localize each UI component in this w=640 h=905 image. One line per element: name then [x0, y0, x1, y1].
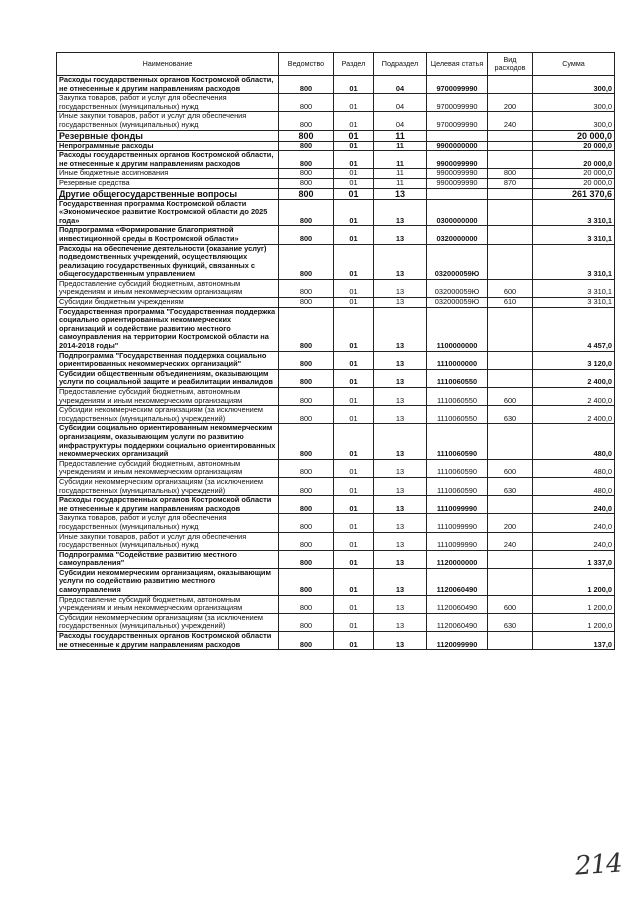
- table-row: [57, 199, 615, 226]
- header-kind: Вид расходов: [488, 53, 533, 76]
- table-row: [57, 151, 615, 169]
- cell-name: Субсидии некоммерческим организациям (за исключением государственных (муниципальных) учреждений): [57, 477, 279, 495]
- cell-target: 032000059Ю: [427, 279, 488, 297]
- cell-dept: 800: [279, 550, 334, 568]
- cell-section: 01: [334, 613, 374, 631]
- cell-section: 01: [334, 568, 374, 595]
- cell-name: Резервные фонды: [57, 130, 279, 141]
- cell-kind: [488, 199, 533, 226]
- cell-subsection: 13: [374, 632, 427, 650]
- cell-target: 9700099990: [427, 94, 488, 112]
- cell-subsection: 11: [374, 130, 427, 141]
- cell-name: Расходы государственных органов Костромской области не отнесенные к другим направлениям расходов: [57, 496, 279, 514]
- cell-name: Другие общегосударственные вопросы: [57, 188, 279, 199]
- cell-name: Иные закупки товаров, работ и услуг для обеспечения государственных (муниципальных) нужд: [57, 112, 279, 130]
- table-row: [57, 388, 615, 406]
- cell-sum: 3 120,0: [533, 351, 615, 369]
- cell-name: Предоставление субсидий бюджетным, автономным учреждениям и иным некоммерческим организациям: [57, 595, 279, 613]
- cell-target: 1110060590: [427, 459, 488, 477]
- cell-dept: 800: [279, 424, 334, 459]
- cell-target: 1110000000: [427, 351, 488, 369]
- cell-name: Закупка товаров, работ и услуг для обеспечения государственных (муниципальных) нужд: [57, 514, 279, 532]
- cell-kind: 630: [488, 613, 533, 631]
- cell-kind: [488, 141, 533, 151]
- cell-target: [427, 188, 488, 199]
- cell-sum: 3 310,1: [533, 199, 615, 226]
- cell-kind: [488, 76, 533, 94]
- cell-dept: 800: [279, 496, 334, 514]
- cell-sum: 240,0: [533, 496, 615, 514]
- cell-kind: 870: [488, 178, 533, 188]
- cell-name: Расходы государственных органов Костромской области, не отнесенные к другим направлениям расходов: [57, 76, 279, 94]
- cell-target: 9900099990: [427, 169, 488, 179]
- cell-section: 01: [334, 76, 374, 94]
- cell-kind: 610: [488, 298, 533, 308]
- cell-dept: 800: [279, 388, 334, 406]
- cell-dept: 800: [279, 76, 334, 94]
- cell-name: Субсидии некоммерческим организациям (за исключением государственных (муниципальных) учреждений): [57, 613, 279, 631]
- cell-section: 01: [334, 406, 374, 424]
- cell-subsection: 04: [374, 94, 427, 112]
- table-row: [57, 532, 615, 550]
- cell-section: 01: [334, 595, 374, 613]
- table-row: [57, 307, 615, 351]
- cell-section: 01: [334, 226, 374, 244]
- cell-kind: [488, 424, 533, 459]
- cell-subsection: 13: [374, 298, 427, 308]
- cell-section: 01: [334, 351, 374, 369]
- cell-sum: 240,0: [533, 514, 615, 532]
- table-row: [57, 477, 615, 495]
- cell-section: 01: [334, 244, 374, 279]
- cell-dept: 800: [279, 94, 334, 112]
- cell-dept: 800: [279, 459, 334, 477]
- cell-target: 1120060490: [427, 613, 488, 631]
- cell-subsection: 13: [374, 550, 427, 568]
- cell-sum: 3 310,1: [533, 244, 615, 279]
- cell-kind: 600: [488, 388, 533, 406]
- cell-sum: 240,0: [533, 532, 615, 550]
- table-row: [57, 406, 615, 424]
- header-subsection: Подраздел: [374, 53, 427, 76]
- cell-sum: 480,0: [533, 424, 615, 459]
- cell-subsection: 13: [374, 406, 427, 424]
- cell-dept: 800: [279, 244, 334, 279]
- cell-sum: 20 000,0: [533, 169, 615, 179]
- cell-dept: 800: [279, 199, 334, 226]
- cell-target: 1120060490: [427, 595, 488, 613]
- cell-target: 1120000000: [427, 550, 488, 568]
- table-row: [57, 568, 615, 595]
- cell-subsection: 13: [374, 459, 427, 477]
- cell-subsection: 04: [374, 112, 427, 130]
- cell-subsection: 13: [374, 244, 427, 279]
- table-row: [57, 130, 615, 141]
- cell-name: Резервные средства: [57, 178, 279, 188]
- cell-dept: 800: [279, 112, 334, 130]
- cell-target: 032000059Ю: [427, 244, 488, 279]
- table-header-row: [57, 53, 615, 76]
- cell-name: Субсидии социально ориентированным некоммерческим организациям, оказывающим услуги по развитию инфраструктуры поддержки социально ориентированных некоммерческих организаций: [57, 424, 279, 459]
- cell-name: Субсидии бюджетным учреждениям: [57, 298, 279, 308]
- cell-subsection: 13: [374, 496, 427, 514]
- cell-name: Расходы на обеспечение деятельности (оказание услуг) подведомственных учреждений, осуществляющих реализацию государственных функций, связанных с общегосударственным управлением: [57, 244, 279, 279]
- cell-name: Субсидии общественным объединениям, оказывающим услуги по социальной защите и реабилитации инвалидов: [57, 369, 279, 387]
- header-name: Наименование: [57, 53, 279, 76]
- cell-kind: 630: [488, 477, 533, 495]
- cell-dept: 800: [279, 406, 334, 424]
- cell-kind: [488, 151, 533, 169]
- cell-kind: 800: [488, 169, 533, 179]
- cell-target: 9700099990: [427, 76, 488, 94]
- cell-dept: 800: [279, 226, 334, 244]
- cell-kind: [488, 351, 533, 369]
- cell-dept: 800: [279, 169, 334, 179]
- cell-target: 9700099990: [427, 112, 488, 130]
- cell-kind: [488, 632, 533, 650]
- cell-section: 01: [334, 459, 374, 477]
- cell-dept: 800: [279, 632, 334, 650]
- cell-section: 01: [334, 369, 374, 387]
- table-row: [57, 514, 615, 532]
- cell-subsection: 04: [374, 76, 427, 94]
- cell-subsection: 13: [374, 351, 427, 369]
- cell-dept: 800: [279, 477, 334, 495]
- cell-sum: 2 400,0: [533, 406, 615, 424]
- cell-sum: 3 310,1: [533, 226, 615, 244]
- cell-dept: 800: [279, 188, 334, 199]
- cell-subsection: 13: [374, 595, 427, 613]
- cell-section: 01: [334, 141, 374, 151]
- cell-sum: 3 310,1: [533, 279, 615, 297]
- table-row: [57, 550, 615, 568]
- cell-kind: [488, 496, 533, 514]
- cell-name: Непрограммные расходы: [57, 141, 279, 151]
- table-row: [57, 178, 615, 188]
- cell-section: 01: [334, 496, 374, 514]
- table-row: [57, 298, 615, 308]
- cell-name: Субсидии некоммерческим организациям (за исключением государственных (муниципальных) учреждений): [57, 406, 279, 424]
- cell-section: 01: [334, 550, 374, 568]
- cell-kind: 200: [488, 514, 533, 532]
- cell-subsection: 13: [374, 424, 427, 459]
- cell-dept: 800: [279, 568, 334, 595]
- cell-target: 1110060590: [427, 477, 488, 495]
- cell-kind: [488, 244, 533, 279]
- cell-section: 01: [334, 424, 374, 459]
- cell-sum: 3 310,1: [533, 298, 615, 308]
- cell-kind: 240: [488, 112, 533, 130]
- table-row: [57, 351, 615, 369]
- cell-section: 01: [334, 151, 374, 169]
- cell-sum: 137,0: [533, 632, 615, 650]
- cell-target: 1110060550: [427, 369, 488, 387]
- cell-subsection: 13: [374, 532, 427, 550]
- cell-subsection: 11: [374, 169, 427, 179]
- cell-dept: 800: [279, 141, 334, 151]
- cell-kind: 630: [488, 406, 533, 424]
- cell-sum: 480,0: [533, 477, 615, 495]
- cell-dept: 800: [279, 595, 334, 613]
- cell-name: Подпрограмма «Формирование благоприятной инвестиционной среды в Костромской области»: [57, 226, 279, 244]
- cell-name: Предоставление субсидий бюджетным, автономным учреждениям и иным некоммерческим организациям: [57, 459, 279, 477]
- cell-subsection: 11: [374, 151, 427, 169]
- cell-section: 01: [334, 94, 374, 112]
- cell-target: 1110060590: [427, 424, 488, 459]
- cell-target: 1110099990: [427, 514, 488, 532]
- cell-sum: 20 000,0: [533, 178, 615, 188]
- cell-name: Иные закупки товаров, работ и услуг для обеспечения государственных (муниципальных) нужд: [57, 532, 279, 550]
- cell-sum: 2 400,0: [533, 388, 615, 406]
- cell-target: 1100000000: [427, 307, 488, 351]
- cell-kind: [488, 130, 533, 141]
- cell-dept: 800: [279, 298, 334, 308]
- cell-section: 01: [334, 178, 374, 188]
- cell-name: Предоставление субсидий бюджетным, автономным учреждениям и иным некоммерческим организациям: [57, 279, 279, 297]
- table-row: [57, 141, 615, 151]
- cell-section: 01: [334, 477, 374, 495]
- cell-subsection: 13: [374, 188, 427, 199]
- cell-name: Расходы государственных органов Костромской области, не отнесенные к другим направлениям расходов: [57, 151, 279, 169]
- cell-dept: 800: [279, 279, 334, 297]
- cell-section: 01: [334, 307, 374, 351]
- table-row: [57, 279, 615, 297]
- table-row: [57, 76, 615, 94]
- cell-sum: 261 370,6: [533, 188, 615, 199]
- cell-name: Иные бюджетные ассигнования: [57, 169, 279, 179]
- cell-target: 9900099990: [427, 178, 488, 188]
- cell-kind: 600: [488, 279, 533, 297]
- cell-name: Государственная программа "Государственная поддержка социально ориентированных некоммерческих организаций и содействие развитию местного самоуправления на территории Костромской области на 2014-2018 годы": [57, 307, 279, 351]
- cell-target: 1120099990: [427, 632, 488, 650]
- cell-subsection: 13: [374, 388, 427, 406]
- cell-sum: 1 200,0: [533, 613, 615, 631]
- cell-dept: 800: [279, 514, 334, 532]
- table-row: [57, 613, 615, 631]
- cell-subsection: 11: [374, 141, 427, 151]
- cell-dept: 800: [279, 130, 334, 141]
- table-row: [57, 496, 615, 514]
- cell-name: Расходы государственных органов Костромской области не отнесенные к другим направлениям расходов: [57, 632, 279, 650]
- cell-sum: 20 000,0: [533, 151, 615, 169]
- cell-dept: 800: [279, 369, 334, 387]
- cell-sum: 4 457,0: [533, 307, 615, 351]
- cell-dept: 800: [279, 532, 334, 550]
- cell-target: 9900000000: [427, 141, 488, 151]
- cell-subsection: 13: [374, 307, 427, 351]
- cell-kind: [488, 188, 533, 199]
- cell-kind: 600: [488, 595, 533, 613]
- cell-sum: 480,0: [533, 459, 615, 477]
- cell-sum: 2 400,0: [533, 369, 615, 387]
- cell-target: 1110099990: [427, 496, 488, 514]
- cell-section: 01: [334, 298, 374, 308]
- cell-target: 0300000000: [427, 199, 488, 226]
- cell-dept: 800: [279, 307, 334, 351]
- cell-kind: [488, 369, 533, 387]
- cell-dept: 800: [279, 351, 334, 369]
- cell-subsection: 13: [374, 226, 427, 244]
- cell-target: [427, 130, 488, 141]
- table-row: [57, 112, 615, 130]
- cell-name: Подпрограмма "Содействие развитию местного самоуправления": [57, 550, 279, 568]
- cell-target: 1110060550: [427, 388, 488, 406]
- cell-section: 01: [334, 112, 374, 130]
- cell-target: 0320000000: [427, 226, 488, 244]
- table-body: [57, 76, 615, 650]
- cell-name: Субсидии некоммерческим организациям, оказывающим услуги по содействию развитию местного самоуправления: [57, 568, 279, 595]
- cell-kind: [488, 550, 533, 568]
- cell-target: 032000059Ю: [427, 298, 488, 308]
- table-row: [57, 369, 615, 387]
- cell-section: 01: [334, 279, 374, 297]
- cell-section: 01: [334, 199, 374, 226]
- cell-section: 01: [334, 632, 374, 650]
- cell-sum: 1 337,0: [533, 550, 615, 568]
- budget-table-page: [56, 52, 614, 650]
- cell-target: 1110060550: [427, 406, 488, 424]
- cell-target: 1120060490: [427, 568, 488, 595]
- cell-section: 01: [334, 130, 374, 141]
- handwritten-page-number: 214: [574, 848, 623, 882]
- table-row: [57, 244, 615, 279]
- header-section: Раздел: [334, 53, 374, 76]
- cell-kind: [488, 226, 533, 244]
- cell-dept: 800: [279, 613, 334, 631]
- table-row: [57, 459, 615, 477]
- table-row: [57, 94, 615, 112]
- cell-sum: 1 200,0: [533, 595, 615, 613]
- cell-sum: 1 200,0: [533, 568, 615, 595]
- cell-subsection: 13: [374, 568, 427, 595]
- cell-subsection: 13: [374, 369, 427, 387]
- cell-subsection: 13: [374, 199, 427, 226]
- table-row: [57, 595, 615, 613]
- cell-target: 9900099990: [427, 151, 488, 169]
- cell-subsection: 13: [374, 613, 427, 631]
- cell-sum: 300,0: [533, 94, 615, 112]
- cell-section: 01: [334, 169, 374, 179]
- cell-kind: 240: [488, 532, 533, 550]
- table-row: [57, 188, 615, 199]
- cell-subsection: 11: [374, 178, 427, 188]
- cell-name: Подпрограмма "Государственная поддержка социально ориентированных некоммерческих организаций": [57, 351, 279, 369]
- cell-dept: 800: [279, 151, 334, 169]
- cell-name: Закупка товаров, работ и услуг для обеспечения государственных (муниципальных) нужд: [57, 94, 279, 112]
- cell-section: 01: [334, 188, 374, 199]
- cell-section: 01: [334, 532, 374, 550]
- cell-kind: 200: [488, 94, 533, 112]
- cell-section: 01: [334, 514, 374, 532]
- cell-subsection: 13: [374, 477, 427, 495]
- table-row: [57, 424, 615, 459]
- table-row: [57, 632, 615, 650]
- cell-kind: [488, 568, 533, 595]
- cell-target: 1110099990: [427, 532, 488, 550]
- table-row: [57, 169, 615, 179]
- cell-kind: [488, 307, 533, 351]
- cell-sum: 300,0: [533, 112, 615, 130]
- cell-section: 01: [334, 388, 374, 406]
- cell-name: Предоставление субсидий бюджетным, автономным учреждениям и иным некоммерческим организациям: [57, 388, 279, 406]
- cell-subsection: 13: [374, 514, 427, 532]
- cell-sum: 20 000,0: [533, 130, 615, 141]
- budget-table: [56, 52, 615, 650]
- cell-name: Государственная программа Костромской области «Экономическое развитие Костромской области до 2025 года»: [57, 199, 279, 226]
- table-row: [57, 226, 615, 244]
- cell-subsection: 13: [374, 279, 427, 297]
- cell-sum: 300,0: [533, 76, 615, 94]
- cell-dept: 800: [279, 178, 334, 188]
- header-target: Целевая статья: [427, 53, 488, 76]
- cell-kind: 600: [488, 459, 533, 477]
- cell-sum: 20 000,0: [533, 141, 615, 151]
- header-dept: Ведомство: [279, 53, 334, 76]
- header-sum: Сумма: [533, 53, 615, 76]
